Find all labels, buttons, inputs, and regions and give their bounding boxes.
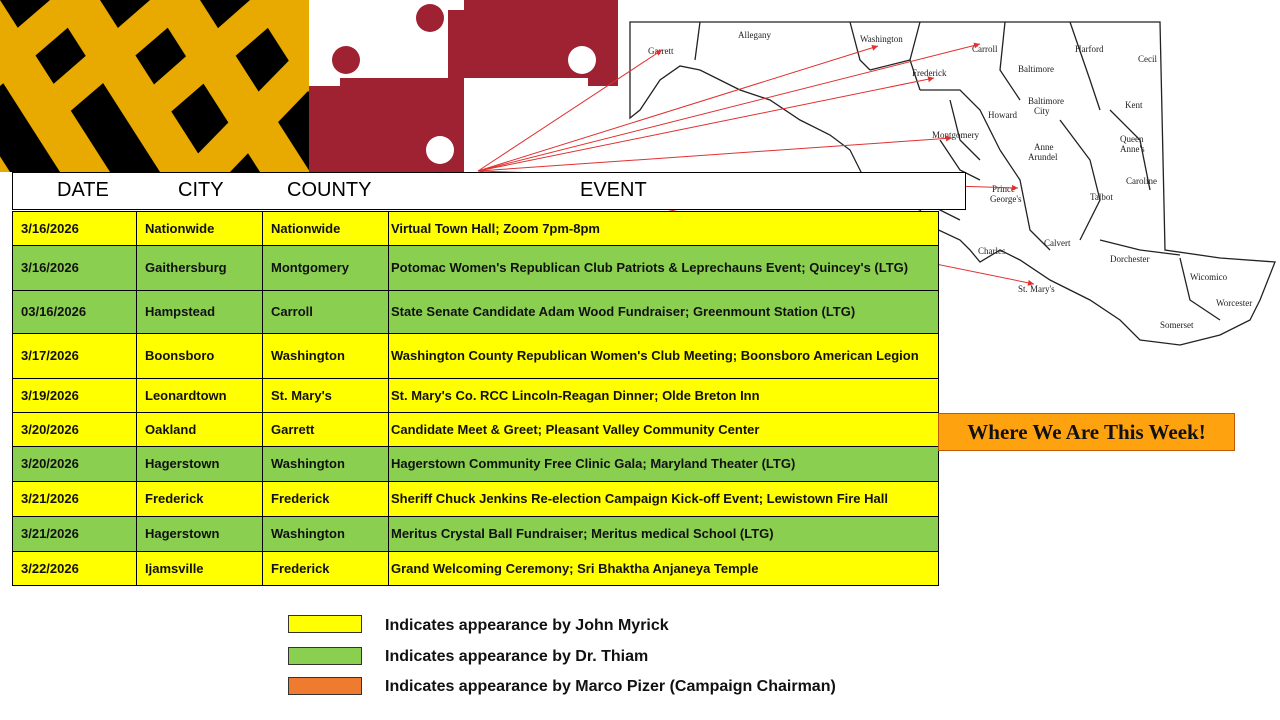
city-cell: Frederick: [137, 482, 263, 517]
svg-text:Washington: Washington: [860, 34, 903, 44]
svg-text:Montgomery: Montgomery: [932, 130, 979, 140]
county-cell: St. Mary's: [263, 379, 389, 413]
county-cell: Washington: [263, 334, 389, 379]
header-date: DATE: [57, 179, 109, 201]
svg-text:Somerset: Somerset: [1160, 320, 1194, 330]
svg-text:Anne's: Anne's: [1120, 144, 1145, 154]
legend-swatch-orange: [288, 677, 362, 695]
date-cell: 3/17/2026: [13, 334, 137, 379]
event-cell: Meritus Crystal Ball Fundraiser; Meritus medical School (LTG): [389, 517, 939, 552]
svg-text:Calvert: Calvert: [1044, 238, 1071, 248]
event-cell: Virtual Town Hall; Zoom 7pm-8pm: [389, 212, 939, 246]
event-cell: St. Mary's Co. RCC Lincoln-Reagan Dinner; Olde Breton Inn: [389, 379, 939, 413]
svg-text:Queen: Queen: [1120, 134, 1144, 144]
date-cell: 3/16/2026: [13, 212, 137, 246]
maryland-flag: [0, 0, 618, 172]
event-cell: Candidate Meet & Greet; Pleasant Valley Community Center: [389, 413, 939, 447]
svg-text:Frederick: Frederick: [912, 68, 947, 78]
svg-text:Kent: Kent: [1125, 100, 1143, 110]
date-cell: 3/22/2026: [13, 552, 137, 586]
table-header-row: [12, 172, 966, 210]
table-row: [13, 447, 939, 482]
table-row: [13, 482, 939, 517]
svg-text:St. Mary's: St. Mary's: [1018, 284, 1055, 294]
table-row: [13, 517, 939, 552]
header-city: CITY: [178, 179, 224, 201]
svg-text:Garrett: Garrett: [648, 46, 674, 56]
where-we-are-badge: Where We Are This Week!: [938, 413, 1235, 451]
city-cell: Gaithersburg: [137, 246, 263, 291]
city-cell: Boonsboro: [137, 334, 263, 379]
date-cell: 3/20/2026: [13, 413, 137, 447]
legend-text-thiam: Indicates appearance by Dr. Thiam: [385, 648, 649, 665]
svg-text:Worcester: Worcester: [1216, 298, 1253, 308]
event-cell: Grand Welcoming Ceremony; Sri Bhaktha Anjaneya Temple: [389, 552, 939, 586]
table-row: [13, 334, 939, 379]
header-event: EVENT: [580, 179, 647, 201]
svg-text:Baltimore: Baltimore: [1018, 64, 1054, 74]
date-cell: 3/21/2026: [13, 517, 137, 552]
event-cell: State Senate Candidate Adam Wood Fundraiser; Greenmount Station (LTG): [389, 291, 939, 334]
county-cell: Garrett: [263, 413, 389, 447]
svg-text:Talbot: Talbot: [1090, 192, 1113, 202]
county-cell: Frederick: [263, 482, 389, 517]
date-cell: 3/21/2026: [13, 482, 137, 517]
county-cell: Washington: [263, 517, 389, 552]
legend-text-pizer: Indicates appearance by Marco Pizer (Campaign Chairman): [385, 678, 836, 695]
svg-text:Wicomico: Wicomico: [1190, 272, 1228, 282]
svg-text:Charles: Charles: [978, 246, 1006, 256]
county-cell: Washington: [263, 447, 389, 482]
table-row: [13, 246, 939, 291]
county-cell: Frederick: [263, 552, 389, 586]
events-table: [12, 211, 939, 586]
table-row: [13, 413, 939, 447]
date-cell: 3/19/2026: [13, 379, 137, 413]
svg-text:Allegany: Allegany: [738, 30, 771, 40]
city-cell: Hampstead: [137, 291, 263, 334]
event-cell: Sheriff Chuck Jenkins Re-election Campaign Kick-off Event; Lewistown Fire Hall: [389, 482, 939, 517]
city-cell: Oakland: [137, 413, 263, 447]
svg-text:Caroline: Caroline: [1126, 176, 1157, 186]
city-cell: Nationwide: [137, 212, 263, 246]
county-cell: Montgomery: [263, 246, 389, 291]
event-cell: Hagerstown Community Free Clinic Gala; Maryland Theater (LTG): [389, 447, 939, 482]
table-row: [13, 552, 939, 586]
table-row: [13, 379, 939, 413]
city-cell: Leonardtown: [137, 379, 263, 413]
city-cell: Ijamsville: [137, 552, 263, 586]
svg-text:Carroll: Carroll: [972, 44, 998, 54]
svg-text:Baltimore: Baltimore: [1028, 96, 1064, 106]
event-cell: Washington County Republican Women's Club Meeting; Boonsboro American Legion: [389, 334, 939, 379]
svg-text:Howard: Howard: [988, 110, 1017, 120]
header-county: COUNTY: [287, 179, 372, 201]
city-cell: Hagerstown: [137, 517, 263, 552]
svg-text:Cecil: Cecil: [1138, 54, 1157, 64]
county-cell: Carroll: [263, 291, 389, 334]
county-cell: Nationwide: [263, 212, 389, 246]
svg-text:Harford: Harford: [1075, 44, 1104, 54]
event-cell: Potomac Women's Republican Club Patriots & Leprechauns Event; Quincey's (LTG): [389, 246, 939, 291]
svg-text:Anne: Anne: [1034, 142, 1054, 152]
svg-text:Prince: Prince: [992, 184, 1015, 194]
legend-swatch-green: [288, 647, 362, 665]
svg-text:George's: George's: [990, 194, 1022, 204]
legend-swatch-yellow: [288, 615, 362, 633]
table-row: [13, 291, 939, 334]
date-cell: 3/20/2026: [13, 447, 137, 482]
date-cell: 3/16/2026: [13, 246, 137, 291]
legend-text-myrick: Indicates appearance by John Myrick: [385, 617, 669, 634]
city-cell: Hagerstown: [137, 447, 263, 482]
date-cell: 03/16/2026: [13, 291, 137, 334]
svg-text:Dorchester: Dorchester: [1110, 254, 1150, 264]
svg-text:City: City: [1034, 106, 1050, 116]
table-row: [13, 212, 939, 246]
svg-text:Arundel: Arundel: [1028, 152, 1058, 162]
